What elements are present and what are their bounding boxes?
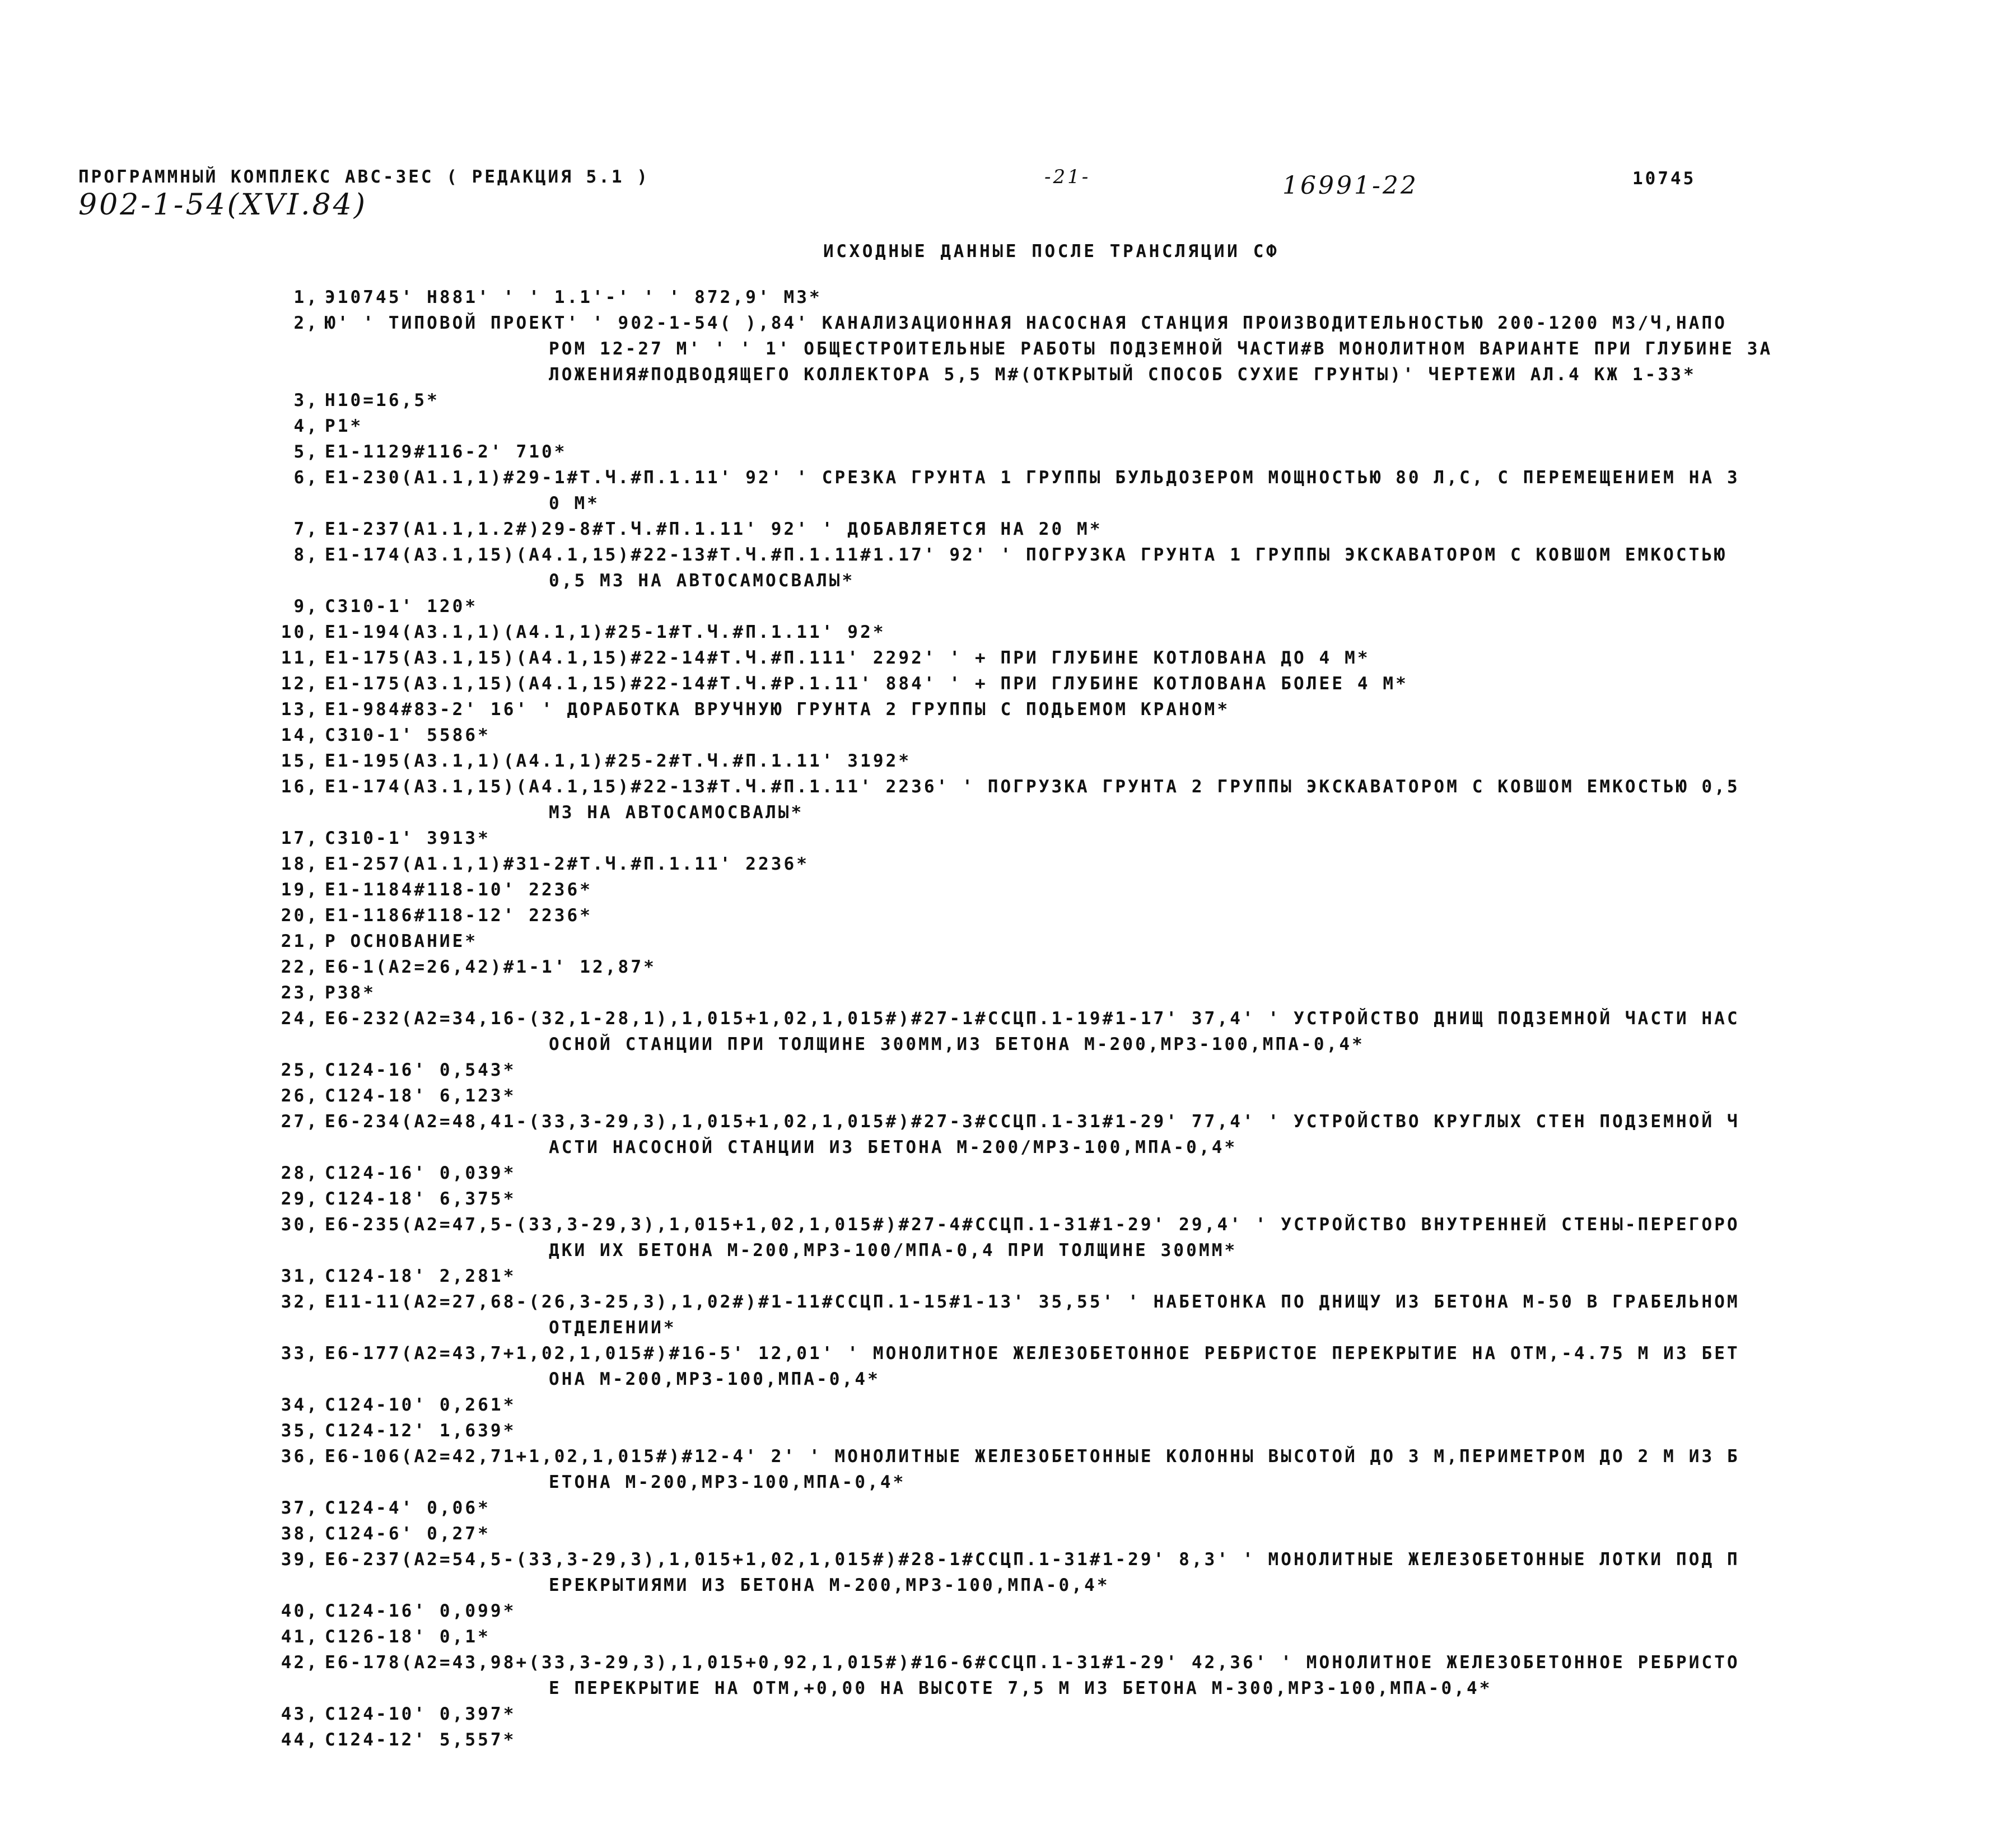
entry-number: 21, [281, 931, 319, 951]
entry-text: Р ОСНОВАНИЕ* [325, 931, 478, 951]
entry-number: 11, [281, 648, 319, 668]
list-item [0, 284, 2016, 310]
list-item [0, 697, 2016, 722]
entry-number: 2, [293, 313, 319, 333]
list-item [0, 1186, 2016, 1212]
entry-number: 22, [281, 957, 319, 977]
entry-text: Е1-195(А3.1,1)(А4.1,1)#25-2#Т.Ч.#П.1.11' 3192* [325, 751, 912, 771]
entry-text: Р1* [325, 416, 363, 436]
list-item [0, 851, 2016, 877]
entry-text: Е1-230(А1.1,1)#29-1#Т.Ч.#П.1.11' 92' ' СРЕЗКА ГРУНТА 1 ГРУППЫ БУЛЬДОЗЕРОМ МОЩНОСТЬЮ 80 Л,С, С ПЕРЕМЕЩЕНИЕМ НА 3 [325, 468, 1740, 488]
entry-text: С124-16' 0,543* [325, 1060, 516, 1080]
list-item [0, 542, 2016, 594]
list-item [0, 671, 2016, 697]
page-number: -21- [1044, 166, 1091, 188]
entry-text-continuation: 0,5 М3 НА АВТОСАМОСВАЛЫ* [549, 571, 855, 591]
entry-text: Е1-194(А3.1,1)(А4.1,1)#25-1#Т.Ч.#П.1.11' 92* [325, 622, 886, 642]
entry-text: С124-4' 0,06* [325, 1498, 491, 1518]
document-title: ИСХОДНЫЕ ДАННЫЕ ПОСЛЕ ТРАНСЛЯЦИИ СФ [823, 241, 1280, 262]
list-item [0, 1444, 2016, 1495]
list-item [0, 413, 2016, 439]
entry-text: Е1-174(А3.1,15)(А4.1,15)#22-13#Т.Ч.#П.1.11#1.17' 92' ' ПОГРУЗКА ГРУНТА 1 ГРУППЫ ЭКСКАВАТОРОМ С КОВШОМ ЕМКОСТЬЮ [325, 545, 1727, 565]
list-item [0, 1083, 2016, 1109]
list-item [0, 1624, 2016, 1650]
entry-number: 32, [281, 1292, 319, 1312]
entry-number: 12, [281, 674, 319, 694]
entry-number: 38, [281, 1524, 319, 1544]
entry-number: 1, [293, 287, 319, 307]
entry-text-continuation: ЕРЕКРЫТИЯМИ ИЗ БЕТОНА М-200,МРЗ-100,МПА-0,4* [549, 1575, 1110, 1595]
entry-text-continuation: ОТДЕЛЕНИИ* [549, 1318, 676, 1338]
list-item [0, 1650, 2016, 1701]
entry-number: 18, [281, 854, 319, 874]
entry-text: Е6-237(А2=54,5-(33,3-29,3),1,015+1,02,1,015#)#28-1#ССЦП.1-31#1-29' 8,3' ' МОНОЛИТНЫЕ ЖЕЛЕЗОБЕТОННЫЕ ЛОТКИ ПОД П [325, 1549, 1740, 1570]
entry-text: Е1-174(А3.1,15)(А4.1,15)#22-13#Т.Ч.#П.1.11' 2236' ' ПОГРУЗКА ГРУНТА 2 ГРУППЫ ЭКСКАВАТОРОМ С КОВШОМ ЕМКОСТЬЮ 0,5 [325, 777, 1740, 797]
list-item [0, 1727, 2016, 1753]
entry-text: Ю' ' ТИПОВОЙ ПРОЕКТ' ' 902-1-54( ),84' КАНАЛИЗАЦИОННАЯ НАСОСНАЯ СТАНЦИЯ ПРОИЗВОДИТЕЛЬНОСТЬЮ 200-1200 М3/Ч,НАПО [325, 313, 1727, 333]
entry-text: Е1-175(А3.1,15)(А4.1,15)#22-14#Т.Ч.#П.111' 2292' ' + ПРИ ГЛУБИНЕ КОТЛОВАНА ДО 4 М* [325, 648, 1370, 668]
entry-text: С124-12' 1,639* [325, 1421, 516, 1441]
list-item [0, 877, 2016, 903]
program-header: ПРОГРАММНЫЙ КОМПЛЕКС АВС-ЗЕС ( РЕДАКЦИЯ 5.1 ) [78, 167, 650, 187]
list-item [0, 1212, 2016, 1263]
entry-number: 28, [281, 1163, 319, 1183]
entry-text: Е6-232(А2=34,16-(32,1-28,1),1,015+1,02,1,015#)#27-1#ССЦП.1-19#1-17' 37,4' ' УСТРОЙСТВО ДНИЩ ПОДЗЕМНОЙ ЧАСТИ НАС [325, 1009, 1740, 1029]
entry-text: С124-16' 0,099* [325, 1601, 516, 1621]
entry-number: 37, [281, 1498, 319, 1518]
list-item [0, 980, 2016, 1006]
list-item [0, 439, 2016, 465]
entry-number: 20, [281, 905, 319, 926]
entry-text-continuation: ДКИ ИХ БЕТОНА М-200,МРЗ-100/МПА-0,4 ПРИ ТОЛЩИНЕ 300ММ* [549, 1240, 1238, 1261]
entry-number: 29, [281, 1189, 319, 1209]
entry-number: 5, [293, 442, 319, 462]
entry-text: Е6-177(А2=43,7+1,02,1,015#)#16-5' 12,01' ' МОНОЛИТНОЕ ЖЕЛЕЗОБЕТОННОЕ РЕБРИСТОЕ ПЕРЕКРЫТИЕ НА ОТМ,-4.75 М ИЗ БЕТ [325, 1343, 1740, 1364]
list-item [0, 619, 2016, 645]
list-item [0, 1495, 2016, 1521]
entry-number: 7, [293, 519, 319, 539]
list-item [0, 1160, 2016, 1186]
entry-text: Е11-11(А2=27,68-(26,3-25,3),1,02#)#1-11#ССЦП.1-15#1-13' 35,55' ' НАБЕТОНКА ПО ДНИЩУ ИЗ БЕТОНА М-50 В ГРАБЕЛЬНОМ [325, 1292, 1740, 1312]
entry-text: С124-10' 0,261* [325, 1395, 516, 1415]
list-item [0, 1057, 2016, 1083]
list-item [0, 928, 2016, 954]
entry-number: 31, [281, 1266, 319, 1286]
list-item [0, 722, 2016, 748]
list-item [0, 516, 2016, 542]
entry-text-continuation: ОНА М-200,МРЗ-100,МПА-0,4* [549, 1369, 880, 1389]
entry-text-continuation: ЛОЖЕНИЯ#ПОДВОДЯЩЕГО КОЛЛЕКТОРА 5,5 М#(ОТКРЫТЫЙ СПОСОБ СУХИЕ ГРУНТЫ)' ЧЕРТЕЖИ АЛ.4 КЖ 1-33* [549, 365, 1696, 385]
entry-number: 19, [281, 880, 319, 900]
entry-number: 24, [281, 1009, 319, 1029]
entry-text-continuation: АСТИ НАСОСНОЙ СТАНЦИИ ИЗ БЕТОНА М-200/МРЗ-100,МПА-0,4* [549, 1137, 1238, 1157]
list-item [0, 748, 2016, 774]
entry-number: 40, [281, 1601, 319, 1621]
entry-text: Е6-1(А2=26,42)#1-1' 12,87* [325, 957, 656, 977]
entry-text: Е1-1129#116-2' 710* [325, 442, 567, 462]
entry-number: 3, [293, 390, 319, 410]
entry-number: 33, [281, 1343, 319, 1364]
entry-text: Е6-234(А2=48,41-(33,3-29,3),1,015+1,02,1,015#)#27-3#ССЦП.1-31#1-29' 77,4' ' УСТРОЙСТВО КРУГЛЫХ СТЕН ПОДЗЕМНОЙ Ч [325, 1112, 1740, 1132]
entry-number: 4, [293, 416, 319, 436]
list-item [0, 1263, 2016, 1289]
entry-text: Е1-175(А3.1,15)(А4.1,15)#22-14#Т.Ч.#Р.1.11' 884' ' + ПРИ ГЛУБИНЕ КОТЛОВАНА БОЛЕЕ 4 М* [325, 674, 1408, 694]
list-item [0, 1341, 2016, 1392]
entry-number: 10, [281, 622, 319, 642]
list-item [0, 465, 2016, 516]
entry-text: С124-12' 5,557* [325, 1730, 516, 1750]
list-item [0, 388, 2016, 413]
entry-number: 35, [281, 1421, 319, 1441]
list-item [0, 1701, 2016, 1727]
entry-text: С126-18' 0,1* [325, 1627, 491, 1647]
entry-text-continuation: М3 НА АВТОСАМОСВАЛЫ* [549, 802, 804, 823]
entry-number: 23, [281, 983, 319, 1003]
entry-text: С310-1' 5586* [325, 725, 491, 745]
entry-text: Н10=16,5* [325, 390, 440, 410]
entry-text: С124-16' 0,039* [325, 1163, 516, 1183]
entry-text-continuation: ЕТОНА М-200,МРЗ-100,МПА-0,4* [549, 1472, 906, 1492]
entry-number: 39, [281, 1549, 319, 1570]
entry-number: 30, [281, 1215, 319, 1235]
entry-number: 43, [281, 1704, 319, 1724]
entry-text: Е1-1184#118-10' 2236* [325, 880, 593, 900]
entry-number: 44, [281, 1730, 319, 1750]
entry-text: С310-1' 120* [325, 596, 478, 617]
entry-text: Э10745' Н881' ' ' 1.1'-' ' ' 872,9' М3* [325, 287, 822, 307]
entry-number: 26, [281, 1086, 319, 1106]
list-item [0, 1392, 2016, 1418]
list-item [0, 1547, 2016, 1598]
entry-text: С124-6' 0,27* [325, 1524, 491, 1544]
entry-number: 16, [281, 777, 319, 797]
list-item [0, 1109, 2016, 1160]
entry-number: 15, [281, 751, 319, 771]
entry-text: Е6-106(А2=42,71+1,02,1,015#)#12-4' 2' ' МОНОЛИТНЫЕ ЖЕЛЕЗОБЕТОННЫЕ КОЛОННЫ ВЫСОТОЙ ДО 3 М,ПЕРИМЕТРОМ ДО 2 М ИЗ Б [325, 1446, 1740, 1467]
entry-number: 13, [281, 699, 319, 720]
list-item [0, 594, 2016, 619]
entry-text: Е1-237(А1.1,1.2#)29-8#Т.Ч.#П.1.11' 92' ' ДОБАВЛЯЕТСЯ НА 20 М* [325, 519, 1103, 539]
entry-text-continuation: 0 М* [549, 493, 600, 513]
list-item [0, 954, 2016, 980]
document-number: 16991-22 [1282, 171, 1418, 200]
list-item [0, 310, 2016, 388]
list-item [0, 903, 2016, 928]
list-item [0, 825, 2016, 851]
entry-text: Е1-257(А1.1,1)#31-2#Т.Ч.#П.1.11' 2236* [325, 854, 810, 874]
entry-text: С124-18' 6,375* [325, 1189, 516, 1209]
entry-text-continuation: Е ПЕРЕКРЫТИЕ НА ОТМ,+0,00 НА ВЫСОТЕ 7,5 М ИЗ БЕТОНА М-300,МРЗ-100,МПА-0,4* [549, 1678, 1492, 1698]
entry-number: 25, [281, 1060, 319, 1080]
entry-number: 41, [281, 1627, 319, 1647]
entry-text: Р38* [325, 983, 376, 1003]
entry-number: 34, [281, 1395, 319, 1415]
entry-text-continuation: РОМ 12-27 М' ' ' 1' ОБЩЕСТРОИТЕЛЬНЫЕ РАБОТЫ ПОДЗЕМНОЙ ЧАСТИ#В МОНОЛИТНОМ ВАРИАНТЕ ПРИ ГЛУБИНЕ ЗА [549, 339, 1773, 359]
project-code: 902-1-54(XVI.84) [78, 188, 368, 222]
entries-list [0, 284, 2016, 1753]
entry-number: 36, [281, 1446, 319, 1467]
entry-number: 42, [281, 1652, 319, 1673]
entry-number: 14, [281, 725, 319, 745]
list-item [0, 1006, 2016, 1057]
list-item [0, 1289, 2016, 1341]
list-item [0, 774, 2016, 825]
estimate-code: 10745 [1632, 169, 1696, 189]
entry-number: 6, [293, 468, 319, 488]
entry-text: С124-18' 6,123* [325, 1086, 516, 1106]
entry-text: С310-1' 3913* [325, 828, 491, 848]
entry-number: 8, [293, 545, 319, 565]
entry-number: 27, [281, 1112, 319, 1132]
list-item [0, 645, 2016, 671]
entry-text: Е1-984#83-2' 16' ' ДОРАБОТКА ВРУЧНУЮ ГРУНТА 2 ГРУППЫ С ПОДЬЕМОМ КРАНОМ* [325, 699, 1230, 720]
entry-text: С124-10' 0,397* [325, 1704, 516, 1724]
entry-text: Е1-1186#118-12' 2236* [325, 905, 593, 926]
entry-number: 17, [281, 828, 319, 848]
list-item [0, 1521, 2016, 1547]
entry-text: Е6-235(А2=47,5-(33,3-29,3),1,015+1,02,1,015#)#27-4#ССЦП.1-31#1-29' 29,4' ' УСТРОЙСТВО ВНУТРЕННЕЙ СТЕНЫ-ПЕРЕГОРО [325, 1215, 1740, 1235]
entry-text: Е6-178(А2=43,98+(33,3-29,3),1,015+0,92,1,015#)#16-6#ССЦП.1-31#1-29' 42,36' ' МОНОЛИТНОЕ ЖЕЛЕЗОБЕТОННОЕ РЕБРИСТО [325, 1652, 1740, 1673]
list-item [0, 1418, 2016, 1444]
entry-text: С124-18' 2,281* [325, 1266, 516, 1286]
entry-text-continuation: ОСНОЙ СТАНЦИИ ПРИ ТОЛЩИНЕ 300ММ,ИЗ БЕТОНА М-200,МРЗ-100,МПА-0,4* [549, 1034, 1365, 1054]
entry-number: 9, [293, 596, 319, 617]
list-item [0, 1598, 2016, 1624]
